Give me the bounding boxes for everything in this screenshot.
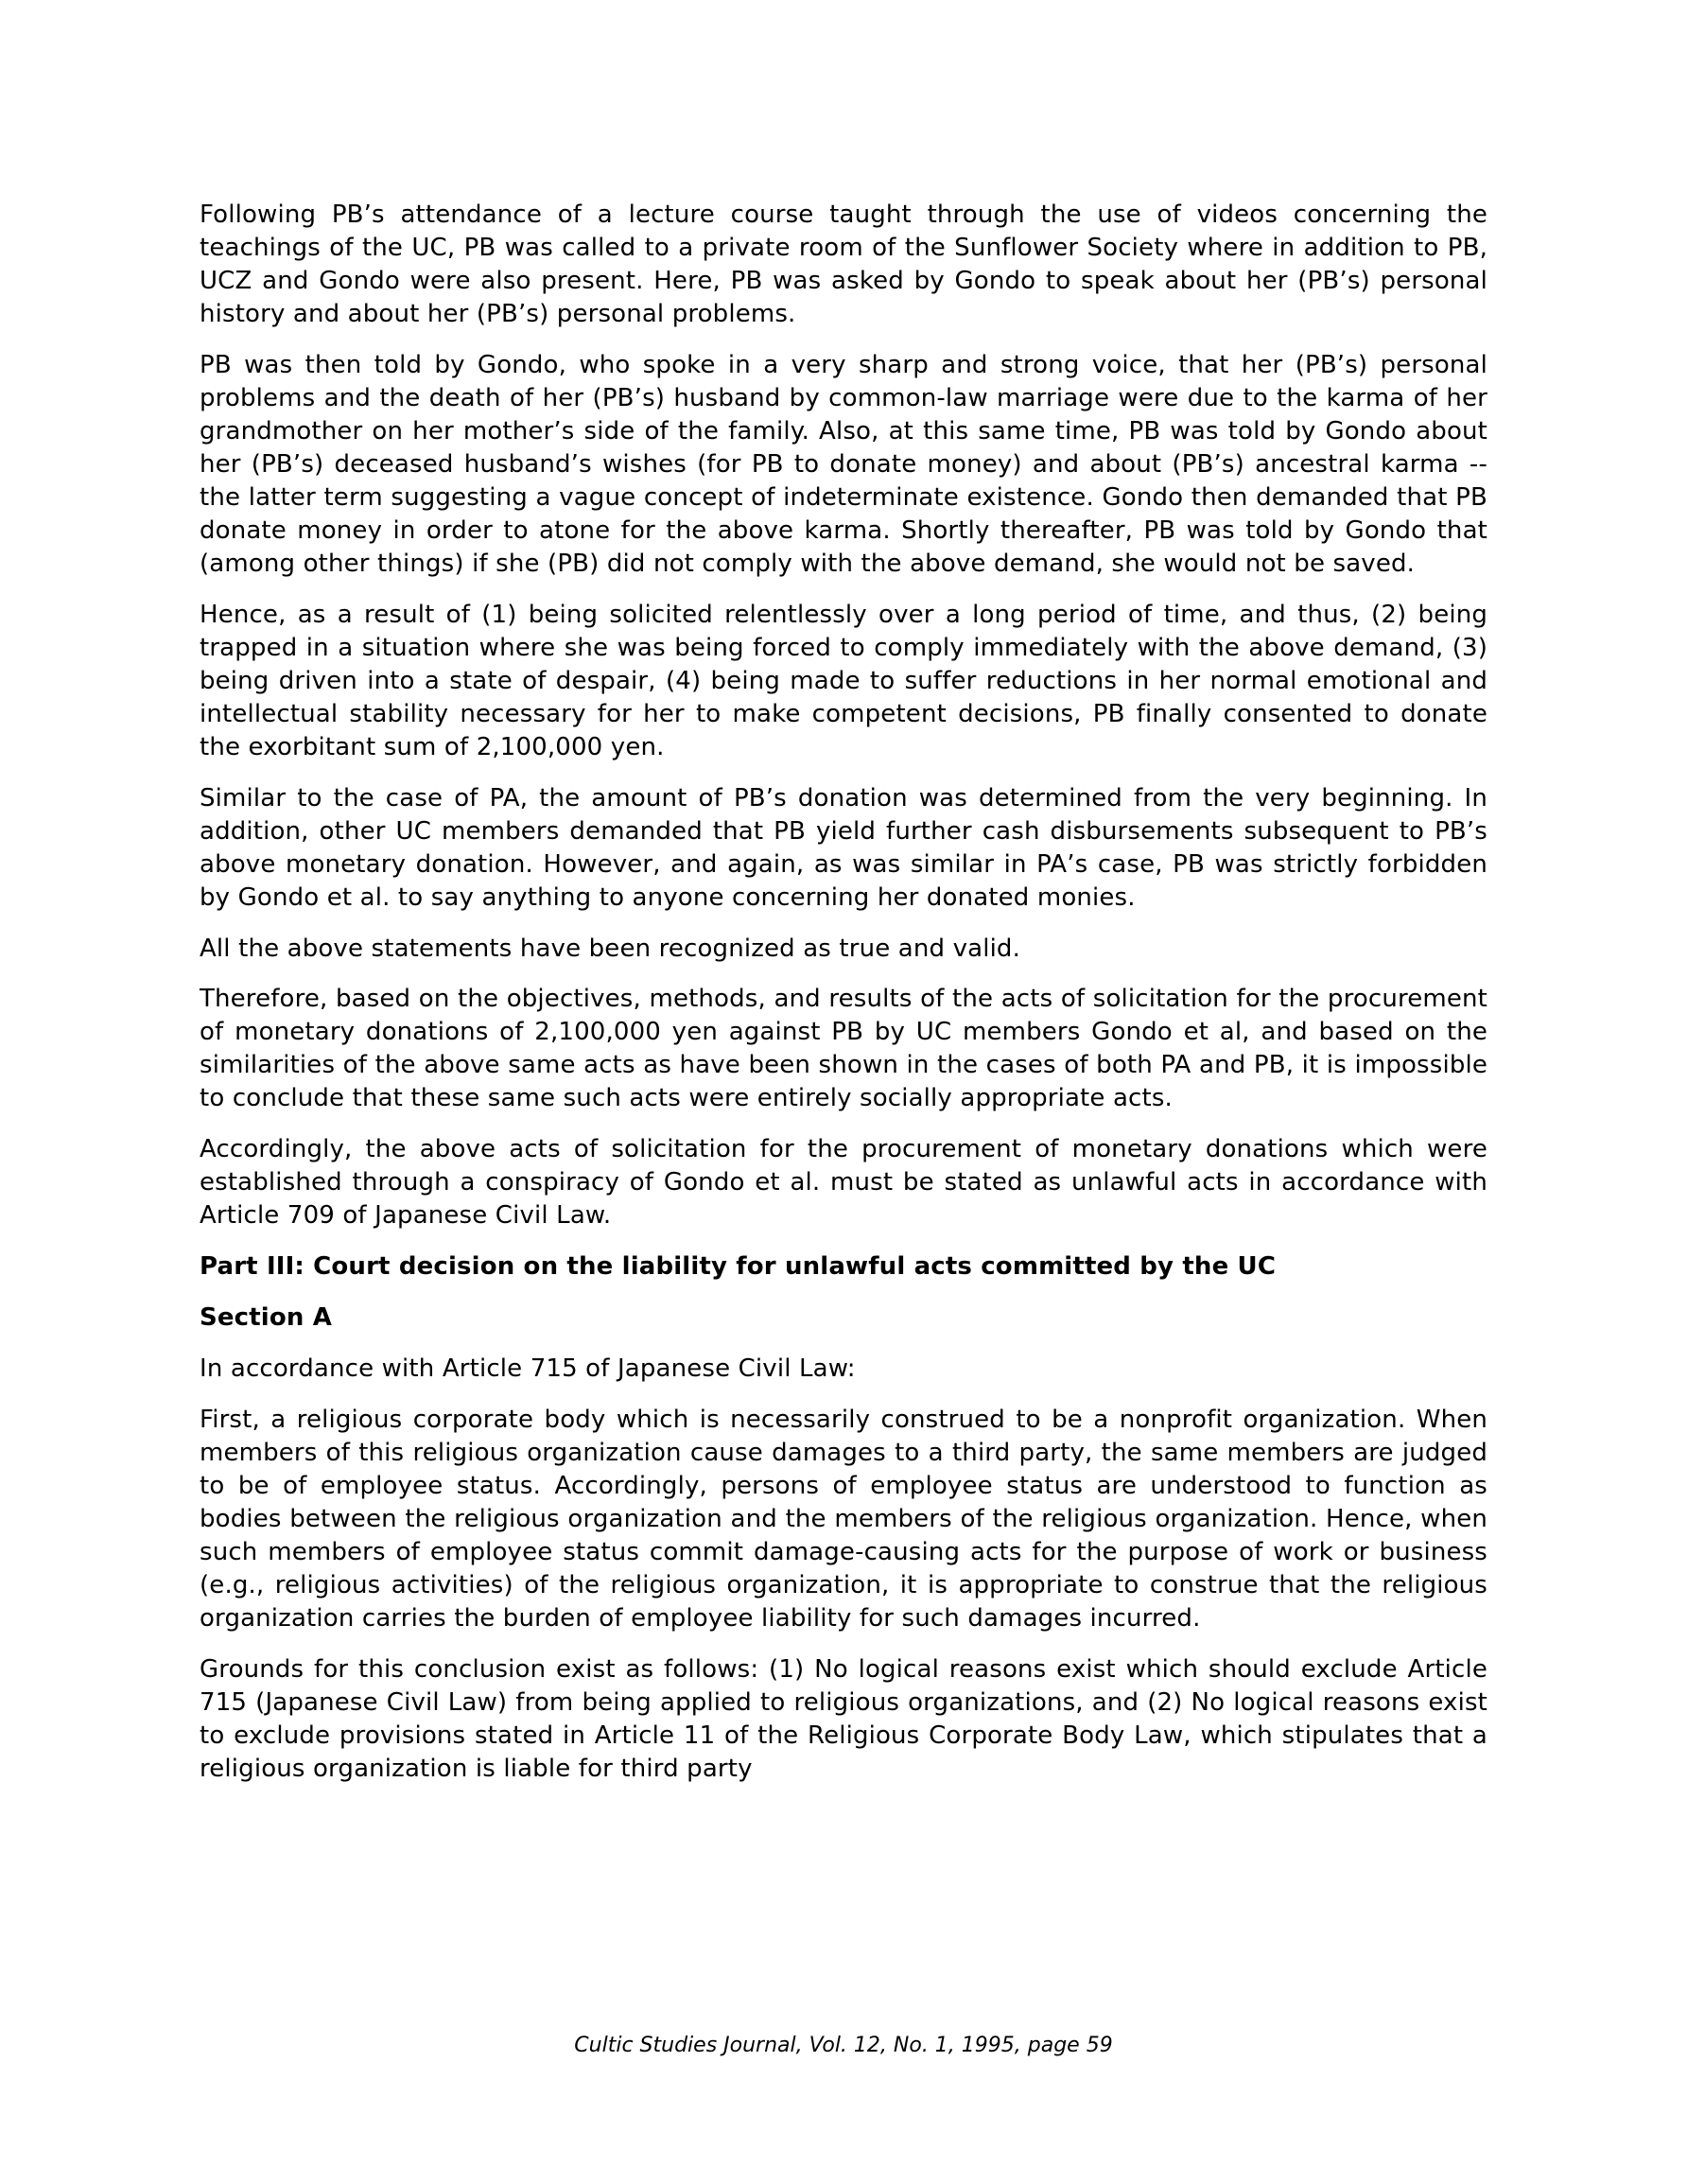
paragraph-consent-donation: Hence, as a result of (1) being solicited relentlessly over a long period of time, and thus, (2) being trapped in a situation where she was being forced to comply immediately with the above demand, (3) being driven into a state of despair, (4) being made to suffer reductions in her normal emotional and intellectual stability necessary for her to make competent decisions, PB finally consented to donate the exorbitant sum of 2,100,000 yen. [200,600,1487,761]
paragraph-gondo-karma: PB was then told by Gondo, who spoke in a very sharp and strong voice, that her (PB’s) personal problems and the death of her (PB’s) husband by common-law marriage were due to the karma of her grandmother on her mother’s side of the family. Also, at this same time, PB was told by Gondo about her (PB’s) deceased husband’s wishes (for PB to donate money) and about (PB’s) ancestral karma -- the latter term suggesting a vague concept of indeterminate existence. Gondo then demanded that PB donate money in order to atone for the above karma. Shortly thereafter, PB was told by Gondo that (among other things) if she (PB) did not comply with the above demand, she would not be saved. [200,350,1487,578]
paragraph-similar-to-pa: Similar to the case of PA, the amount of PB’s donation was determined from the very beginning. In addition, other UC members demanded that PB yield further cash disbursements subsequent to PB’s above monetary donation. However, and again, as was similar in PA’s case, PB was strictly forbidden by Gondo et al. to say anything to anyone concerning her donated monies. [200,783,1487,912]
paragraph-first-religious-body: First, a religious corporate body which is necessarily construed to be a nonprofit organization. When members of this religious organization cause damages to a third party, the same members are judged to be of employee status. Accordingly, persons of employee status are understood to function as bodies between the religious organization and the members of the religious organization. Hence, when such members of employee status commit damage-causing acts for the purpose of work or business (e.g., religious activities) of the religious organization, it is appropriate to construe that the religious organization carries the burden of employee liability for such damages incurred. [200,1405,1487,1633]
paragraph-recognized-true: All the above statements have been recognized as true and valid. [200,934,1021,963]
heading-section-a: Section A [200,1303,333,1333]
heading-part-iii: Part III: Court decision on the liability for unlawful acts committed by the UC [200,1252,1277,1282]
page-body [200,199,1487,1804]
paragraph-article-715-intro: In accordance with Article 715 of Japanese Civil Law: [200,1354,856,1384]
paragraph-therefore: Therefore, based on the objectives, methods, and results of the acts of solicitation for the procurement of monetary donations of 2,100,000 yen against PB by UC members Gondo et al, and based on the similarities of the above same acts as have been shown in the cases of both PA and PB, it is impossible to conclude that these same such acts were entirely socially appropriate acts. [200,985,1487,1113]
paragraph-pb-attendance: Following PB’s attendance of a lecture course taught through the use of videos concerning the teachings of the UC, PB was called to a private room of the Sunflower Society where in addition to PB, UCZ and Gondo were also present. Here, PB was asked by Gondo to speak about her (PB’s) personal history and about her (PB’s) personal problems. [200,201,1487,328]
paragraph-accordingly-unlawful: Accordingly, the above acts of solicitation for the procurement of monetary donations which were established through a conspiracy of Gondo et al. must be stated as unlawful acts in accordance with Article 709 of Japanese Civil Law. [200,1135,1487,1231]
page-footer-citation: Cultic Studies Journal, Vol. 12, No. 1, 1995, page 59 [574,2034,1113,2057]
paragraph-grounds-conclusion: Grounds for this conclusion exist as follows: (1) No logical reasons exist which should exclude Article 715 (Japanese Civil Law) from being applied to religious organizations, and (2) No logical reasons exist to exclude provisions stated in Article 11 of the Religious Corporate Body Law, which stipulates that a religious organization is liable for third party [200,1654,1487,1783]
